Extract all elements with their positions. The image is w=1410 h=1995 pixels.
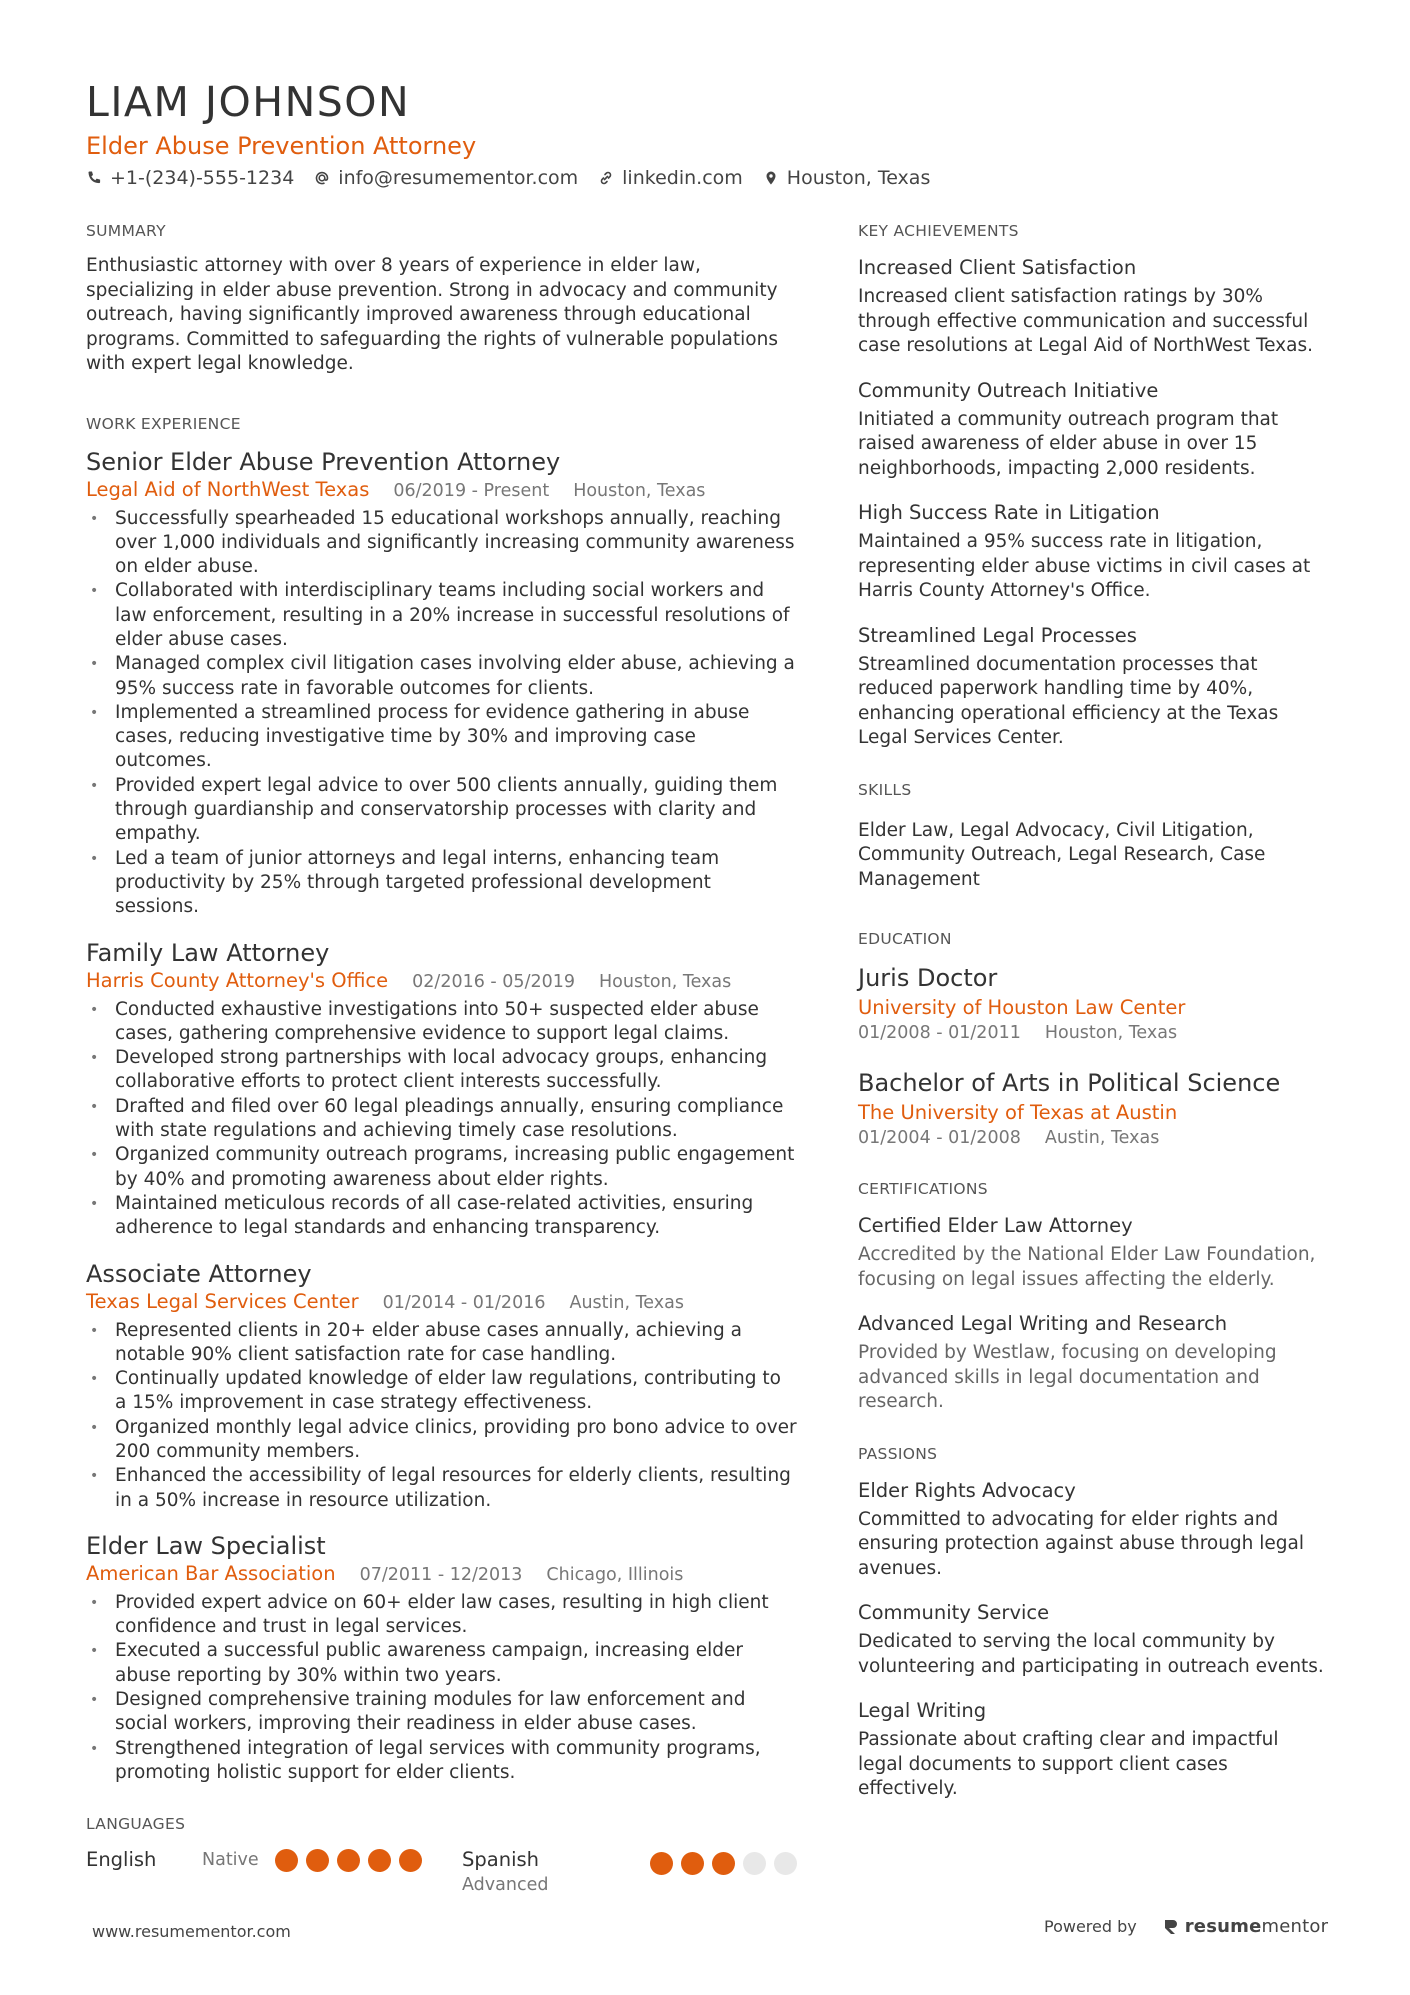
job-list [86, 447, 798, 1786]
job-bullet: • Organized community outreach programs, increasing public engagement by 40% and promoting awareness about elder rights. [86, 1143, 798, 1192]
certifications-heading: CERTIFICATIONS [858, 1180, 988, 1198]
candidate-name: LIAM JOHNSON [86, 78, 411, 126]
job-title: Elder Law Specialist [86, 1531, 326, 1560]
contact-email[interactable] [314, 164, 578, 192]
linkedin-text[interactable]: linkedin.com [622, 167, 743, 189]
education-meta [858, 1126, 1328, 1150]
job-bullet: • Organized monthly legal advice clinics, providing pro bono advice to over 200 community members. [86, 1416, 798, 1465]
summary-section [86, 222, 798, 377]
job-bullet: • Strengthened integration of legal services with community programs, promoting holistic support for elder clients. [86, 1737, 798, 1786]
job-bullet: • Drafted and filed over 60 legal pleadings annually, ensuring compliance with state regulations and achieving timely case resolutions. [86, 1095, 798, 1144]
passion-desc: Dedicated to serving the local community by volunteering and participating in outreach events. [858, 1631, 1324, 1677]
brand-bold: resume [1184, 1916, 1262, 1937]
certification-title: Certified Elder Law Attorney [858, 1214, 1133, 1237]
achievement-title: Streamlined Legal Processes [858, 623, 1137, 647]
rating-dot [650, 1852, 673, 1875]
education-meta [858, 1021, 1328, 1045]
job-entry [86, 1531, 798, 1785]
job-bullet: • Maintained meticulous records of all case-related activities, ensuring adherence to legal standards and enhancing transparency. [86, 1192, 798, 1241]
language-name: English [86, 1848, 157, 1872]
job-bullet: • Successfully spearheaded 15 educational workshops annually, reaching over 1,000 individuals and significantly increasing community awareness on elder abuse. [86, 507, 798, 580]
powered-by-text: Powered by [1044, 1917, 1137, 1936]
job-bullets [86, 1319, 798, 1513]
location-pin-icon [763, 170, 779, 186]
experience-heading: WORK EXPERIENCE [86, 414, 241, 433]
passion-desc: Committed to advocating for elder rights and ensuring protection against abuse through legal avenues. [858, 1508, 1305, 1579]
phone-text: +1-(234)-555-1234 [110, 167, 295, 189]
education-school: University of Houston Law Center [858, 996, 1186, 1019]
education-location: Houston, Texas [1044, 1023, 1178, 1043]
languages-heading: LANGUAGES [86, 1815, 186, 1834]
language-label [462, 1847, 650, 1897]
job-location: Austin, Texas [569, 1292, 684, 1313]
job-bullets [86, 507, 798, 920]
certification-desc: Provided by Westlaw, focusing on developing advanced skills in legal documentation and research. [858, 1342, 1277, 1412]
achievement-desc: Streamlined documentation processes that reduced paperwork handling time by 40%, enhancing operational efficiency at the Texas Legal Services Center. [858, 653, 1279, 748]
education-school: The University of Texas at Austin [858, 1101, 1178, 1124]
achievements-section [858, 222, 1328, 751]
contact-location [763, 164, 931, 192]
job-entry [86, 1259, 798, 1513]
achievements-heading: KEY ACHIEVEMENTS [858, 222, 1019, 240]
resumementor-logo-icon [1163, 1918, 1179, 1936]
passion-item [858, 1697, 1328, 1802]
job-bullets [86, 1591, 798, 1785]
education-dates: 01/2004 - 01/2008 [858, 1128, 1021, 1148]
achievement-title: High Success Rate in Litigation [858, 501, 1160, 524]
achievement-title: Community Outreach Initiative [858, 378, 1159, 402]
job-location: Chicago, Illinois [546, 1564, 684, 1585]
job-bullet: • Continually updated knowledge of elder law regulations, contributing to a 15% improvement in case strategy effectiveness. [86, 1367, 798, 1416]
languages-section [86, 1815, 798, 1897]
achievement-item [858, 499, 1328, 604]
footer-website[interactable]: www.resumementor.com [92, 1922, 291, 1941]
link-icon [598, 170, 614, 186]
job-title: Senior Elder Abuse Prevention Attorney [86, 447, 561, 476]
education-item [858, 1067, 1328, 1150]
certification-title: Advanced Legal Writing and Research [858, 1312, 1228, 1335]
skills-text: Elder Law, Legal Advocacy, Civil Litigation, Community Outreach, Legal Research, Case Management [858, 819, 1266, 890]
job-bullet: • Executed a successful public awareness campaign, increasing elder abuse reporting by 30% within two years. [86, 1639, 798, 1688]
job-bullet: • Provided expert advice on 60+ elder law cases, resulting in high client confidence and trust in legal services. [86, 1591, 798, 1640]
job-bullet: • Implemented a streamlined process for evidence gathering in abuse cases, reducing investigative time by 30% and improving case outcomes. [86, 701, 798, 774]
education-list [858, 962, 1328, 1150]
rating-dot [337, 1849, 360, 1872]
certification-item [858, 1212, 1328, 1292]
passion-title: Community Service [858, 1601, 1050, 1624]
job-company: Legal Aid of NorthWest Texas [86, 477, 370, 501]
certification-item [858, 1310, 1328, 1415]
passions-section [858, 1445, 1328, 1802]
job-dates: 01/2014 - 01/2016 [382, 1292, 546, 1313]
rating-dot [712, 1852, 735, 1875]
rating-dot [399, 1849, 422, 1872]
phone-icon [86, 170, 102, 186]
passion-title: Legal Writing [858, 1699, 987, 1722]
achievement-item [858, 622, 1328, 751]
passions-heading: PASSIONS [858, 1444, 938, 1463]
job-bullet: • Developed strong partnerships with local advocacy groups, enhancing collaborative efforts to protect client interests successfully. [86, 1046, 798, 1095]
job-dates: 02/2016 - 05/2019 [412, 971, 575, 992]
achievement-desc: Maintained a 95% success rate in litigation, representing elder abuse victims in civil cases at Harris County Attorney's Office. [858, 531, 1311, 601]
job-title: Family Law Attorney [86, 938, 330, 967]
passion-item [858, 1599, 1328, 1679]
rating-dot [368, 1849, 391, 1872]
job-meta [86, 968, 798, 995]
job-meta [86, 477, 798, 504]
job-dates: 06/2019 - Present [393, 480, 550, 501]
rating-dot [306, 1849, 329, 1872]
at-icon [314, 170, 330, 186]
skills-heading: SKILLS [858, 780, 912, 799]
job-company: Texas Legal Services Center [86, 1289, 359, 1313]
education-section [858, 930, 1328, 1150]
rating-dot [275, 1849, 298, 1872]
achievement-desc: Increased client satisfaction ratings by 30% through effective communication and successful case resolutions at Legal Aid of NorthWest Texas. [858, 286, 1313, 356]
contact-phone [86, 164, 294, 192]
location-text: Houston, Texas [786, 167, 931, 189]
achievement-desc: Initiated a community outreach program that raised awareness of elder abuse in over 15 neighborhoods, impacting 2,000 residents. [858, 408, 1279, 479]
job-title: Associate Attorney [86, 1259, 312, 1288]
brand-logo[interactable] [1163, 1916, 1328, 1937]
education-degree: Bachelor of Arts in Political Science [858, 1069, 1281, 1097]
job-entry [86, 938, 798, 1241]
job-bullet: • Represented clients in 20+ elder abuse cases annually, achieving a notable 90% client satisfaction rate for case handling. [86, 1319, 798, 1368]
job-company: Harris County Attorney's Office [86, 968, 389, 992]
resume-header [86, 78, 1326, 192]
language-list [86, 1847, 798, 1897]
language-item [462, 1847, 798, 1897]
job-entry [86, 447, 798, 920]
passion-desc: Passionate about crafting clear and impactful legal documents to support client cases effectively. [858, 1729, 1279, 1799]
job-bullet: • Led a team of junior attorneys and legal interns, enhancing team productivity by 25% through targeted professional development sessions. [86, 847, 798, 920]
job-bullet: • Managed complex civil litigation cases involving elder abuse, achieving a 95% success rate in favorable outcomes for clients. [86, 652, 798, 701]
right-column [858, 222, 1328, 1840]
education-heading: EDUCATION [858, 930, 952, 948]
language-level: Native [202, 1850, 259, 1871]
certification-list [858, 1212, 1328, 1415]
contact-linkedin[interactable] [598, 164, 743, 192]
job-bullet: • Enhanced the accessibility of legal resources for elderly clients, resulting in a 50% increase in resource utilization. [86, 1464, 798, 1513]
education-degree: Juris Doctor [858, 964, 998, 992]
job-dates: 07/2011 - 12/2013 [359, 1564, 523, 1585]
job-bullet: • Designed comprehensive training modules for law enforcement and social workers, improving their readiness in elder abuse cases. [86, 1688, 798, 1737]
achievement-item [858, 254, 1328, 359]
passion-item [858, 1477, 1328, 1582]
language-name: Spanish [462, 1848, 540, 1872]
education-dates: 01/2008 - 01/2011 [858, 1023, 1021, 1043]
achievement-item [858, 377, 1328, 482]
job-bullet: • Provided expert legal advice to over 500 clients annually, guiding them through guardianship and conservatorship processes with clarity and empathy. [86, 774, 798, 847]
left-column [86, 222, 798, 1935]
passion-title: Elder Rights Advocacy [858, 1478, 1076, 1502]
education-location: Austin, Texas [1044, 1128, 1160, 1148]
brand-rest: mentor [1261, 1916, 1329, 1937]
language-level: Advanced [462, 1875, 549, 1896]
job-location: Houston, Texas [599, 971, 732, 992]
language-rating [275, 1849, 422, 1872]
language-item [86, 1847, 462, 1897]
summary-heading: SUMMARY [86, 222, 166, 240]
language-rating [650, 1852, 797, 1875]
certification-desc: Accredited by the National Elder Law Foundation, focusing on legal issues affecting the elderly. [858, 1244, 1316, 1290]
experience-section [86, 415, 798, 1786]
achievement-title: Increased Client Satisfaction [858, 256, 1137, 279]
achievement-list [858, 254, 1328, 751]
summary-text: Enthusiastic attorney with over 8 years of experience in elder law, specializing in elder abuse prevention. Strong in advocacy and community outreach, having significantly improved awareness through educational programs. Committed to safeguarding the rights of vulnerable populations with expert legal knowledge. [86, 255, 778, 374]
language-label [86, 1847, 462, 1873]
job-bullets [86, 998, 798, 1241]
certifications-section [858, 1180, 1328, 1415]
job-bullet: • Collaborated with interdisciplinary teams including social workers and law enforcement, resulting in a 20% increase in successful resolutions of elder abuse cases. [86, 579, 798, 652]
email-text[interactable]: info@resumementor.com [338, 167, 579, 189]
contact-bar [86, 164, 1326, 192]
passion-list [858, 1477, 1328, 1802]
footer-branding [1044, 1916, 1328, 1937]
job-location: Houston, Texas [573, 480, 706, 501]
rating-dot [681, 1852, 704, 1875]
job-bullet: • Conducted exhaustive investigations into 50+ suspected elder abuse cases, gathering comprehensive evidence to support legal claims. [86, 998, 798, 1047]
skills-section [858, 781, 1328, 893]
rating-dot [743, 1852, 766, 1875]
job-meta [86, 1561, 798, 1588]
education-item [858, 962, 1328, 1045]
job-company: American Bar Association [86, 1561, 336, 1585]
rating-dot [774, 1852, 797, 1875]
job-meta [86, 1289, 798, 1316]
candidate-title: Elder Abuse Prevention Attorney [86, 132, 477, 160]
